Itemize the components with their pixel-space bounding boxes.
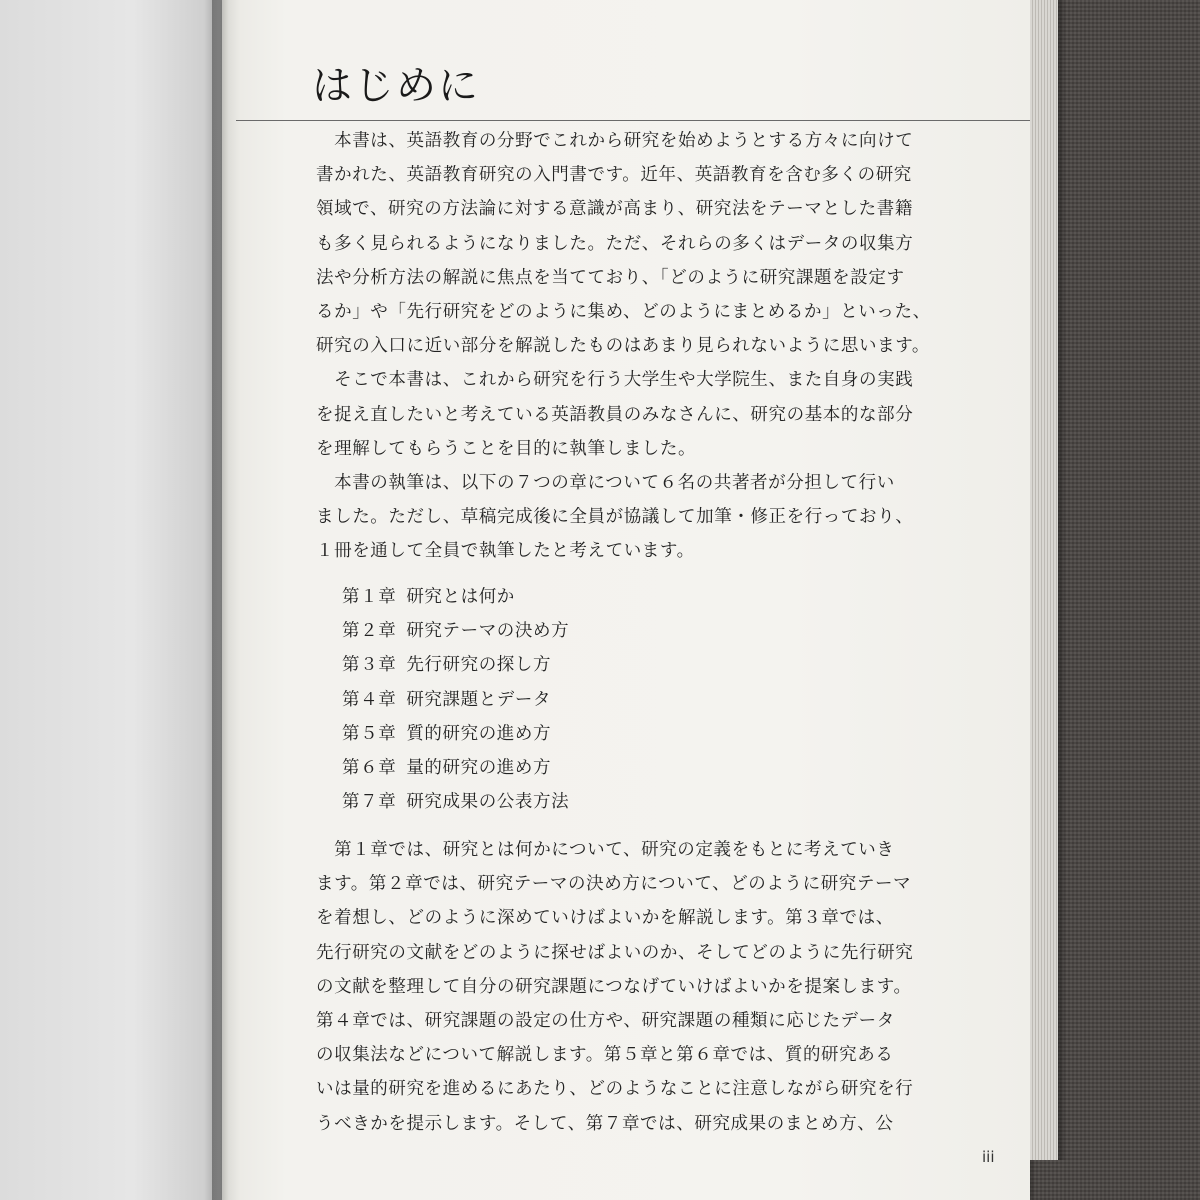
intro-text (316, 124, 946, 568)
chapter-summary-text (316, 833, 946, 1141)
chapter-title: 量的研究の進め方 (406, 757, 552, 778)
text-line: 第１章では、研究とは何かについて、研究の定義をもとに考えていき (316, 840, 895, 860)
page-edges (1030, 0, 1058, 1160)
text-line: るか」や「先行研究をどのように集め、どのようにまとめるか」といった、 (316, 301, 931, 322)
text-line: いは量的研究を進めるにあたり、どのようなことに注意しながら研究を行 (316, 1079, 914, 1100)
chapter-number: 第７章 (342, 792, 397, 813)
chapter-item (342, 683, 569, 717)
chapter-title: 質的研究の進め方 (406, 723, 552, 744)
chapter-number: 第４章 (342, 689, 397, 710)
chapter-number: 第２章 (342, 621, 397, 642)
text-line: も多く見られるようになりました。ただ、それらの多くはデータの収集方 (316, 233, 914, 254)
text-line: 書かれた、英語教育研究の入門書です。近年、英語教育を含む多くの研究 (316, 165, 912, 186)
chapter-title: 研究成果の公表方法 (406, 792, 570, 813)
previous-page (0, 0, 222, 1200)
chapter-number: 第５章 (342, 723, 397, 744)
text-line: そこで本書は、これから研究を行う大学生や大学院生、また自身の実践 (316, 370, 914, 391)
text-line: 本書の執筆は、以下の７つの章について６名の共著者が分担して行い (316, 472, 895, 493)
text-line: を着想し、どのように深めていけばよいかを解説します。第３章では、 (316, 908, 894, 929)
text-line: の文献を整理して自分の研究課題につなげていけばよいかを提案します。 (316, 976, 912, 997)
page-title: はじめに (312, 63, 480, 109)
chapter-item (342, 580, 569, 614)
chapter-item (342, 751, 569, 785)
chapter-number: 第３章 (342, 655, 397, 676)
page-number: iii (982, 1148, 995, 1166)
chapter-list (342, 580, 569, 819)
text-line: を捉え直したいと考えている英語教員のみなさんに、研究の基本的な部分 (316, 404, 914, 425)
chapter-title: 研究課題とデータ (406, 689, 552, 710)
chapter-number: 第６章 (342, 757, 397, 778)
text-line: １冊を通して全員で執筆したと考えています。 (316, 541, 695, 562)
text-line: うべきかを提示します。そして、第７章では、研究成果のまとめ方、公 (316, 1113, 894, 1134)
text-line: 本書は、英語教育の分野でこれから研究を始めようとする方々に向けて (316, 131, 914, 151)
title-rule (236, 120, 1030, 121)
text-line: を理解してもらうことを目的に執筆しました。 (316, 438, 697, 459)
text-line: 領域で、研究の方法論に対する意識が高まり、研究法をテーマとした書籍 (316, 199, 913, 220)
text-line: 第４章では、研究課題の設定の仕方や、研究課題の種類に応じたデータ (316, 1010, 895, 1031)
text-line: ました。ただし、草稿完成後に全員が協議して加筆・修正を行っており、 (316, 507, 914, 528)
chapter-number: 第１章 (342, 587, 397, 607)
text-line: 先行研究の文献をどのように探せばよいのか、そしてどのように先行研究 (316, 942, 914, 963)
chapter-title: 先行研究の探し方 (406, 655, 552, 676)
chapter-title: 研究テーマの決め方 (406, 621, 570, 642)
chapter-item (342, 614, 569, 648)
chapter-item (342, 717, 569, 751)
text-line: ます。第２章では、研究テーマの決め方について、どのように研究テーマ (316, 874, 912, 895)
page-edges-shadow (1058, 0, 1066, 1160)
book-gutter-shadow (212, 0, 240, 1200)
text-line: 法や分析方法の解説に焦点を当てており、「どのように研究課題を設定す (316, 267, 905, 288)
text-line: 研究の入口に近い部分を解説したものはあまり見られないように思います。 (316, 336, 930, 357)
chapter-item (342, 785, 569, 819)
text-line: の収集法などについて解説します。第５章と第６章では、質的研究ある (316, 1045, 894, 1066)
chapter-title: 研究とは何か (406, 587, 515, 607)
chapter-item (342, 648, 569, 682)
